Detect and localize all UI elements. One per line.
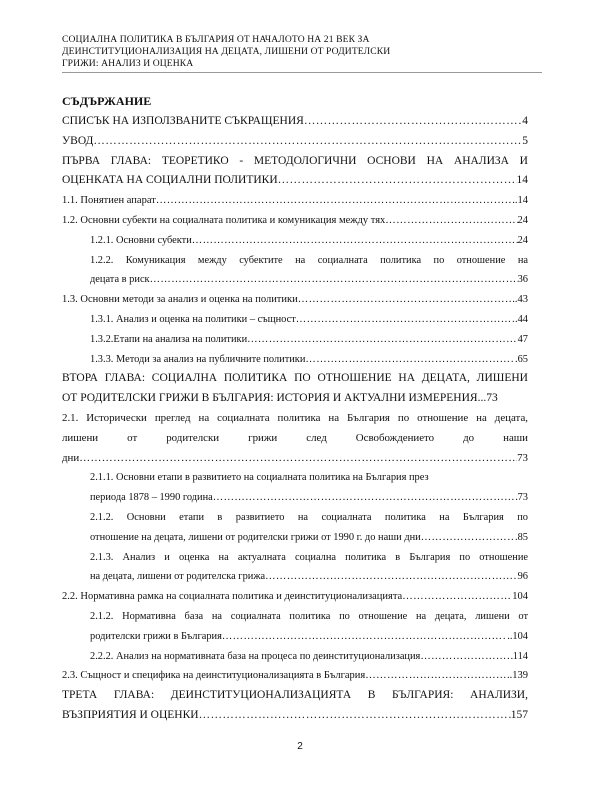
toc-entry-1-2[interactable]: 1.2. Основни субекти на социалната политика и комуникация между тях …………………………………………………………………………………………………………………………………………………………………………………… 24 — [62, 211, 528, 231]
header-divider — [62, 72, 542, 73]
toc-entry-2-2[interactable]: 2.2. Нормативна рамка на социалната политика и деинституционализацията …………………………………………………………………………………………………………………………………………………………………………………… 104 — [62, 587, 528, 607]
toc-entry-1-2-1[interactable]: 1.2.1. Основни субекти …………………………………………………………………………………………………………………………………………………………………………………… 24 — [62, 231, 528, 251]
toc-entry-2-2-2[interactable]: 2.2.2. Анализ на нормативната база на процеса по деинституционализация …………………………………………………………………………………………………………………………………………………………………………………… 114 — [62, 647, 528, 667]
toc-entry-2-1-2[interactable]: 2.1.2. Основни етапи в развитието на социалната политика на България по отношение на децата, лишени от родителски грижи от 1990 г. до наши дни …………………………………………………………………………………………………………………………………………………………………………………… .85 — [62, 508, 528, 548]
toc-entry-1-3-3[interactable]: 1.3.3. Методи за анализ на публичните политики …………………………………………………………………………………………………………………………………………………………………………………… .65 — [62, 350, 528, 370]
toc-entry-1-3[interactable]: 1.3. Основни методи за анализ и оценка на политики …………………………………………………………………………………………………………………………………………………………………………………… ..43 — [62, 290, 528, 310]
toc-entry-abbreviations[interactable]: СПИСЪК НА ИЗПОЛЗВАНИТЕ СЪКРАЩЕНИЯ …………………………………………………………………………………………………………………………………………………………………………………… 4 — [62, 112, 528, 132]
toc-entry-2-1-3[interactable]: 2.1.3. Анализ и оценка на актуалната социална политика в България по отношение на децата, лишени от родителска грижа …………………………………………………………………………………………………………………………………………………………………………………… 96 — [62, 548, 528, 588]
header-line: СОЦИАЛНА ПОЛИТИКА В БЪЛГАРИЯ ОТ НАЧАЛОТО НА 21 ВЕК ЗА — [62, 34, 370, 45]
toc-entry-chapter-1[interactable]: ПЪРВА ГЛАВА: ТЕОРЕТИКО - МЕТОДОЛОГИЧНИ ОСНОВИ НА АНАЛИЗА И ОЦЕНКАТА НА СОЦИАЛНИ ПОЛИТИКИ …………………………………………………………………………………………………………………………………………………………………………………… 14 — [62, 152, 528, 192]
header-line: ДЕИНСТИТУЦИОНАЛИЗАЦИЯ НА ДЕЦАТА, ЛИШЕНИ ОТ РОДИТЕЛСКИ — [62, 45, 391, 57]
page-number: 2 — [297, 741, 303, 752]
toc-entry-1-2-2[interactable]: 1.2.2. Комуникация между субектите на социалната политика по отношение на децата в риск …………………………………………………………………………………………………………………………………………………………………………………… 36 — [62, 251, 528, 291]
toc-entry-chapter-2[interactable]: ВТОРА ГЛАВА: СОЦИАЛНА ПОЛИТИКА ПО ОТНОШЕНИЕ НА ДЕЦАТА, ЛИШЕНИ ОТ РОДИТЕЛСКИ ГРИЖИ В БЪЛГАРИЯ: ИСТОРИЯ И АКТУАЛНИ ИЗМЕРЕНИЯ ...73 — [62, 372, 528, 405]
toc-entry-2-3[interactable]: 2.3. Същност и специфика на деинституционализацията в България …………………………………………………………………………………………………………………………………………………………………………………… ..139 — [62, 666, 528, 686]
toc-entry-introduction[interactable]: УВОД …………………………………………………………………………………………………………………………………………………………………………………… 5 — [62, 132, 528, 152]
header-line: ГРИЖИ: АНАЛИЗ И ОЦЕНКА — [62, 57, 194, 69]
toc-entry-chapter-3[interactable]: ТРЕТА ГЛАВА: ДЕИНСТИТУЦИОНАЛИЗАЦИЯТА В БЪЛГАРИЯ: АНАЛИЗИ, ВЪЗПРИЯТИЯ И ОЦЕНКИ …………………………………………………………………………………………………………………………………………………………………………………… 157 — [62, 686, 528, 726]
toc-entry-1-3-1[interactable]: 1.3.1. Анализ и оценка на политики – същност …………………………………………………………………………………………………………………………………………………………………………………… .44 — [62, 310, 528, 330]
toc-entry-1-1[interactable]: 1.1. Понятиен апарат …………………………………………………………………………………………………………………………………………………………………………………… ..14 — [62, 191, 528, 211]
toc-entry-2-1[interactable]: 2.1. Исторически преглед на социалната политика на България по отношение на децата, лишени от родителски грижи след Освобождението до наши дни …………………………………………………………………………………………………………………………………………………………………………………… 73 — [62, 409, 528, 468]
toc-title: СЪДЪРЖАНИЕ — [62, 94, 152, 108]
running-header — [62, 34, 542, 69]
toc-entry-2-1-1[interactable]: 2.1.1. Основни етапи в развитието на социалната политика на България през периода 1878 – 1990 година …………………………………………………………………………………………………………………………………………………………………………………… 73 — [62, 468, 528, 508]
table-of-contents — [62, 94, 528, 726]
toc-entry-2-2-1[interactable]: 2.1.2. Нормативна база на социалната политика по отношение на децата, лишени от родителски грижи в България …………………………………………………………………………………………………………………………………………………………………………………… ..104 — [62, 607, 528, 647]
toc-entry-1-3-2[interactable]: 1.3.2.Етапи на анализа на политики …………………………………………………………………………………………………………………………………………………………………………………… 47 — [62, 330, 528, 350]
